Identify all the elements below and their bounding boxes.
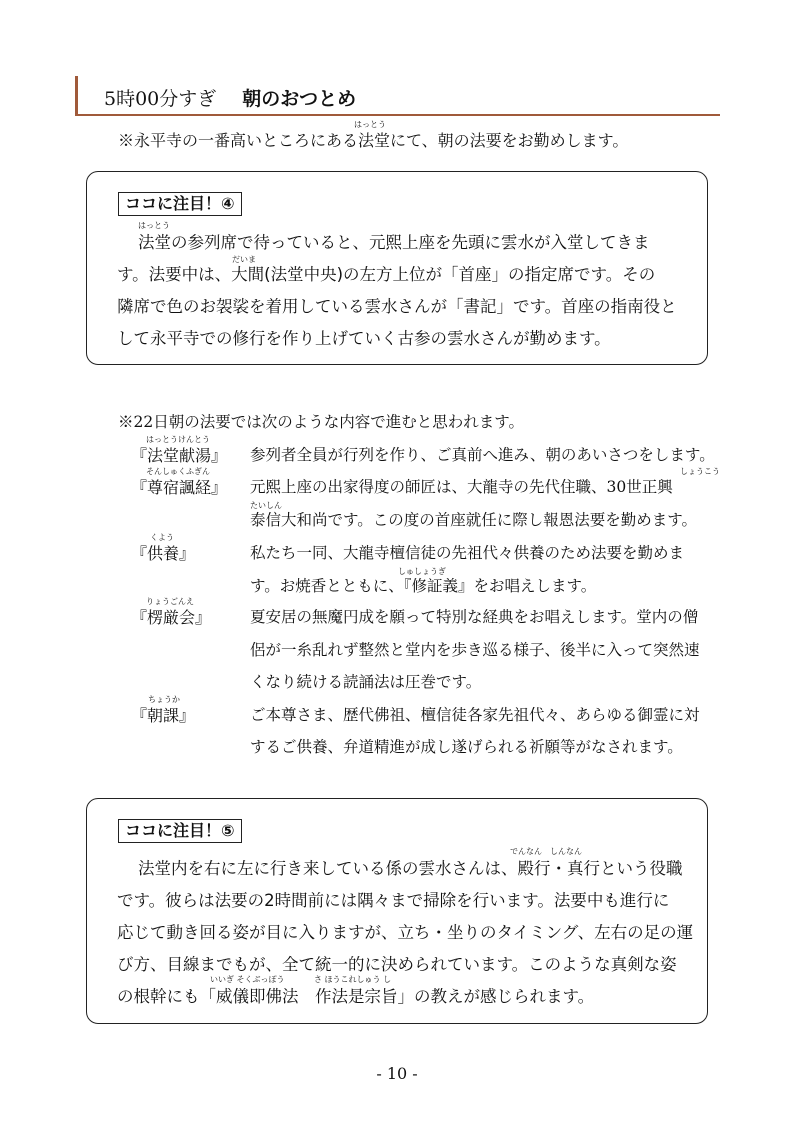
ruby-hattou-2: はっとう	[138, 221, 170, 230]
ruby-igisokubuppou: いいぎ そくぶっぽう	[210, 975, 285, 984]
notice-line: して永平寺での修行を作り上げていく古参の雲水さんが勤めます。	[117, 329, 611, 348]
agenda-desc: ご本尊さま、歴代佛祖、檀信徒各家先祖代々、あらゆる御霊に対	[250, 706, 700, 724]
agenda-desc: くなり続ける読誦法は圧巻です。	[250, 673, 482, 691]
agenda-desc: 夏安居の無魔円成を願って特別な経典をお唱えします。堂内の僧	[250, 608, 699, 626]
agenda-desc: す。お焼香とともに、『修証義』をお唱えします。	[250, 577, 597, 595]
agenda-term: 『朝課』	[131, 706, 196, 725]
ruby-shushougi: しゅしょうぎ	[398, 567, 446, 576]
ruby-shoukou: しょうこう	[680, 467, 720, 476]
notice-line: す。法要中は、大間(法堂中央)の左方上位が「首座」の指定席です。その	[117, 265, 656, 284]
ruby-hattoukentou: はっとうけんとう	[146, 435, 210, 444]
ruby-sahouzeshuushi: さ ほうこれしゅう し	[314, 975, 392, 984]
notice-line: 応じて動き回る姿が目に入りますが、立ち・坐りのタイミング、左右の足の運	[117, 923, 694, 942]
notice-label-4: ココに注目！④	[118, 192, 242, 216]
ruby-choka: ちょうか	[148, 695, 180, 704]
ruby-ryougonne: りょうごんえ	[146, 597, 194, 606]
agenda-term: 『法堂献湯』	[131, 446, 228, 465]
ruby-taishin: たいしん	[250, 501, 282, 510]
agenda-desc: 元熙上座の出家得度の師匠は、大龍寺の先代住職、30世正興	[250, 478, 673, 496]
heading-title: 朝のおつとめ	[242, 88, 357, 110]
ruby-dennan-shinnan: でんなん しんなん	[510, 847, 582, 856]
notice-line: び方、目線までもが、全て統一的に決められています。このような真剣な姿	[117, 955, 677, 974]
page-number: - 10 -	[376, 1064, 418, 1083]
notice-line: 法堂の参列席で待っていると、元熙上座を先頭に雲水が入堂してきま	[138, 233, 650, 252]
agenda-term: 『供養』	[131, 544, 196, 563]
notice-line: の根幹にも「威儀即佛法 作法是宗旨」の教えが感じられます。	[117, 987, 595, 1006]
agenda-desc: するご供養、弁道精進が成し遂げられる祈願等がなされます。	[250, 738, 683, 756]
ruby-daima: だいま	[232, 255, 256, 264]
notice-line: 隣席で色のお袈裟を着用している雲水さんが「書記」です。首座の指南役と	[117, 297, 677, 316]
agenda-desc: 侶が一糸乱れず整然と堂内を歩き巡る様子、後半に入って突然速	[250, 641, 700, 659]
ruby-sonshukufugin: そんしゅくふぎん	[146, 467, 210, 476]
heading-time: 5時00分すぎ	[104, 88, 217, 110]
notice-line: です。彼らは法要の2時間前には隅々まで掃除を行います。法要中も進行に	[117, 891, 670, 910]
agenda-term: 『楞厳会』	[131, 608, 212, 627]
ruby-kuyou: くよう	[150, 533, 174, 542]
intro-text: ※永平寺の一番高いところにある法堂にて、朝の法要をお勤めします。	[118, 131, 629, 150]
agenda-term: 『尊宿諷経』	[131, 478, 228, 497]
agenda-desc: 私たち一同、大龍寺檀信徒の先祖代々供養のため法要を勤めま	[250, 544, 685, 562]
agenda-desc: 参列者全員が行列を作り、ご真前へ進み、朝のあいさつをします。	[250, 446, 715, 464]
section-heading	[104, 84, 356, 111]
notice-line: 法堂内を右に左に行き来している係の雲水さんは、殿行・真行という役職	[138, 859, 683, 878]
ruby-hattou: はっとう	[354, 120, 386, 129]
notice-label-5: ココに注目！⑤	[118, 819, 242, 843]
agenda-desc: 泰信大和尚です。この度の首座就任に際し報恩法要を勤めます。	[250, 511, 698, 529]
agenda-intro: ※22日朝の法要では次のような内容で進むと思われます。	[118, 413, 524, 431]
